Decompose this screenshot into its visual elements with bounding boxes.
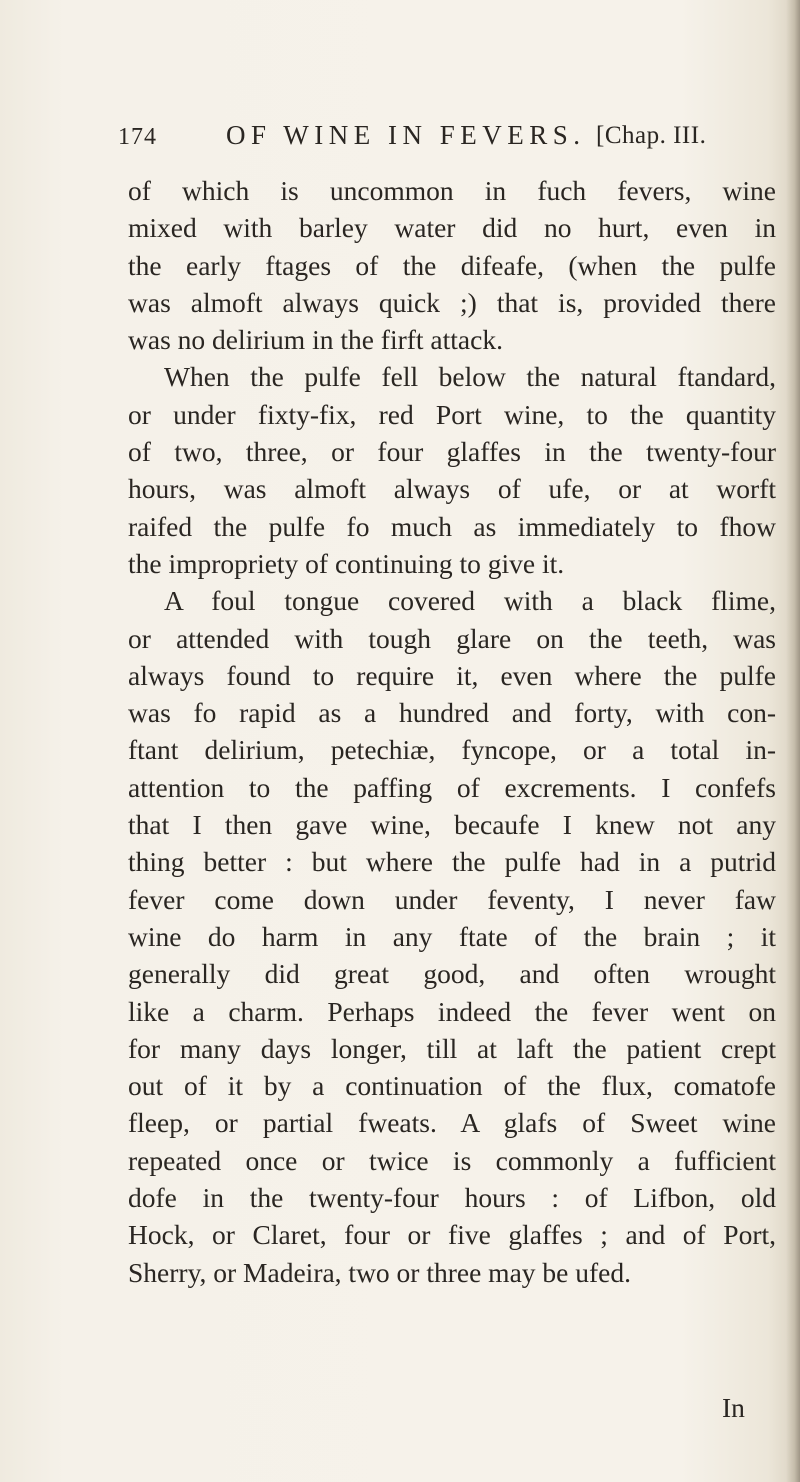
text-line: wine do harm in any ftate of the brain ; it	[128, 920, 776, 952]
text-line: always found to require it, even where the pulfe	[128, 659, 776, 691]
text-line: Hock, or Claret, four or five glaffes ; and of Port,	[128, 1219, 776, 1251]
text-line: was almoft always quick ;) that is, provided there	[128, 286, 776, 318]
text-line: of two, three, or four glaffes in the twenty-four	[128, 436, 776, 468]
text-line: was no delirium in the firft attack.	[128, 324, 503, 356]
text-line: of which is uncommon in fuch fevers, wine	[128, 175, 776, 206]
page-header	[118, 118, 768, 158]
paragraph-first-line: A foul tongue covered with a black flime,	[164, 585, 776, 617]
text-line: the impropriety of continuing to give it.	[128, 547, 565, 579]
text-line: or attended with tough glare on the teeth, was	[128, 622, 776, 654]
text-line: Sherry, or Madeira, two or three may be ufed.	[128, 1256, 631, 1288]
text-line: mixed with barley water did no hurt, even in	[128, 212, 776, 244]
text-line: like a charm. Perhaps indeed the fever went on	[128, 995, 776, 1027]
text-line: raifed the pulfe fo much as immediately to fhow	[128, 510, 776, 542]
chapter-reference: [Chap. III.	[596, 122, 707, 149]
text-line: the early ftages of the difeafe, (when the pulfe	[128, 249, 776, 281]
paragraph-first-line: When the pulfe fell below the natural ftandard,	[164, 361, 776, 393]
text-line: attention to the paffing of excrements. I confefs	[128, 771, 776, 803]
text-line: for many days longer, till at laft the patient crept	[128, 1032, 776, 1064]
page-number: 174	[118, 124, 157, 150]
text-line: that I then gave wine, becaufe I knew not any	[128, 809, 776, 841]
catchword: In	[722, 1392, 745, 1423]
text-line: hours, was almoft always of ufe, or at worft	[128, 473, 776, 505]
text-line: ftant delirium, petechiæ, fyncope, or a total in-	[128, 734, 776, 766]
text-line: dofe in the twenty-four hours : of Lifbon, old	[128, 1182, 776, 1214]
text-line: thing better : but where the pulfe had in a putrid	[128, 846, 776, 878]
text-line: generally did great good, and often wrought	[128, 958, 776, 990]
text-line: or under fixty-fix, red Port wine, to the quantity	[128, 398, 776, 430]
text-line: was fo rapid as a hundred and forty, with con-	[128, 697, 776, 729]
text-line: out of it by a continuation of the flux, comatofe	[128, 1070, 776, 1102]
page-edge-shadow	[786, 0, 800, 1482]
text-line: fleep, or partial fweats. A glafs of Sweet wine	[128, 1107, 776, 1139]
body-text	[128, 172, 776, 1291]
running-title: OF WINE IN FEVERS.	[226, 120, 586, 150]
text-line: fever come down under feventy, I never faw	[128, 883, 776, 915]
text-line: repeated once or twice is commonly a fufficient	[128, 1144, 776, 1176]
